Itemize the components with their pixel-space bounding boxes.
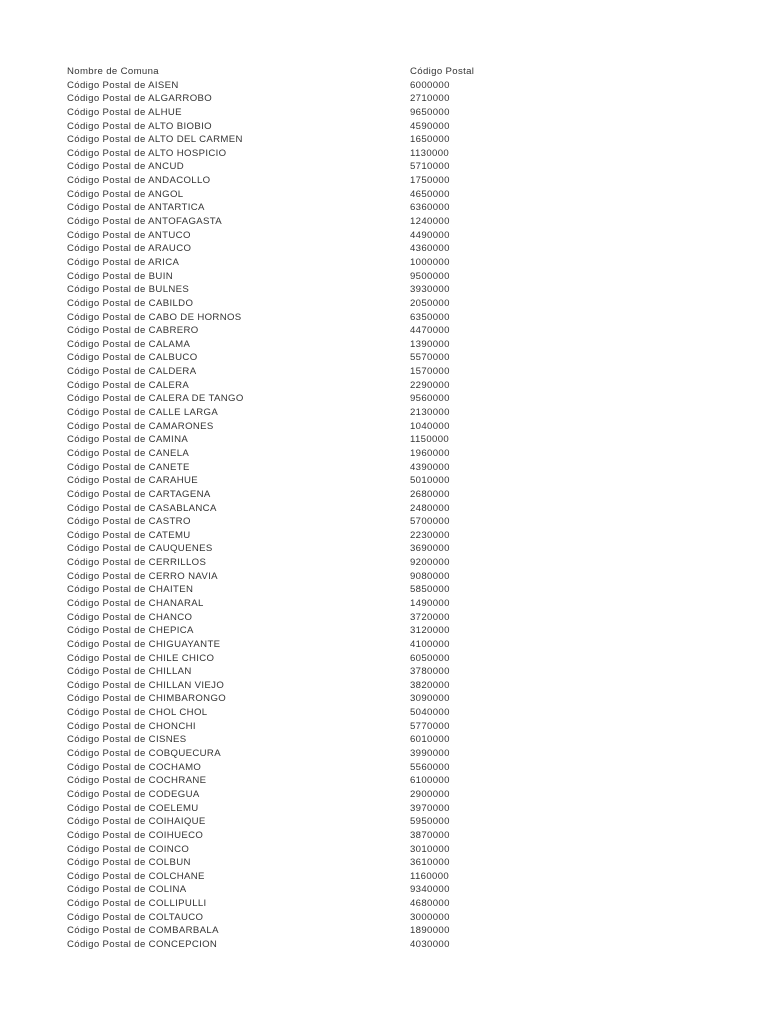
table-row bbox=[0, 747, 768, 761]
table-row bbox=[0, 883, 768, 897]
postal-code: 4680000 bbox=[410, 898, 450, 910]
postal-code: 3000000 bbox=[410, 911, 450, 923]
comuna-name: Código Postal de COLINA bbox=[67, 884, 187, 896]
table-row bbox=[0, 474, 768, 488]
postal-code: 4650000 bbox=[410, 188, 450, 200]
comuna-name: Código Postal de COLLIPULLI bbox=[67, 898, 207, 910]
postal-code: 6360000 bbox=[410, 202, 450, 214]
postal-code: 6010000 bbox=[410, 734, 450, 746]
comuna-name: Código Postal de COLBUN bbox=[67, 857, 191, 869]
table-row bbox=[0, 160, 768, 174]
comuna-name: Código Postal de CHIMBARONGO bbox=[67, 693, 227, 705]
table-row bbox=[0, 515, 768, 529]
comuna-name: Código Postal de CHILLAN bbox=[67, 666, 192, 678]
postal-code: 5570000 bbox=[410, 352, 450, 364]
table-row bbox=[0, 242, 768, 256]
table-row bbox=[0, 201, 768, 215]
table-row bbox=[0, 324, 768, 338]
postal-code: 3870000 bbox=[410, 829, 450, 841]
comuna-name: Código Postal de CABRERO bbox=[67, 325, 199, 337]
postal-code: 9080000 bbox=[410, 570, 450, 582]
comuna-name: Código Postal de CALERA DE TANGO bbox=[67, 393, 244, 405]
table-row bbox=[0, 774, 768, 788]
postal-code: 1040000 bbox=[410, 420, 450, 432]
table-row bbox=[0, 433, 768, 447]
postal-code: 1890000 bbox=[410, 925, 450, 937]
comuna-name: Código Postal de CALAMA bbox=[67, 338, 191, 350]
table-row bbox=[0, 188, 768, 202]
table-row bbox=[0, 679, 768, 693]
table-row bbox=[0, 761, 768, 775]
comuna-name: Código Postal de COLCHANE bbox=[67, 870, 205, 882]
comuna-name: Código Postal de CATEMU bbox=[67, 529, 191, 541]
postal-code: 2900000 bbox=[410, 788, 450, 800]
comuna-name: Código Postal de COCHRANE bbox=[67, 775, 207, 787]
comuna-name: Código Postal de CASABLANCA bbox=[67, 502, 217, 514]
postal-code: 4490000 bbox=[410, 229, 450, 241]
comuna-name: Código Postal de CAMARONES bbox=[67, 420, 214, 432]
comuna-name: Código Postal de CHANARAL bbox=[67, 597, 204, 609]
postal-code: 2230000 bbox=[410, 529, 450, 541]
table-row bbox=[0, 338, 768, 352]
table-row bbox=[0, 147, 768, 161]
comuna-name: Código Postal de CALLE LARGA bbox=[67, 407, 219, 419]
postal-code: 3090000 bbox=[410, 693, 450, 705]
comuna-name: Código Postal de CALDERA bbox=[67, 366, 197, 378]
postal-code: 2050000 bbox=[410, 297, 450, 309]
postal-code: 3610000 bbox=[410, 857, 450, 869]
postal-code: 9560000 bbox=[410, 393, 450, 405]
table-row bbox=[0, 447, 768, 461]
comuna-name: Código Postal de COELEMU bbox=[67, 802, 199, 814]
table-row bbox=[0, 829, 768, 843]
postal-code: 1570000 bbox=[410, 366, 450, 378]
postal-code: 1150000 bbox=[410, 434, 450, 446]
table-row bbox=[0, 692, 768, 706]
table-row bbox=[0, 815, 768, 829]
table-row bbox=[0, 392, 768, 406]
postal-code: 3930000 bbox=[410, 284, 450, 296]
postal-code: 3690000 bbox=[410, 543, 450, 555]
postal-code: 4590000 bbox=[410, 120, 450, 132]
table-row bbox=[0, 788, 768, 802]
postal-code: 6050000 bbox=[410, 652, 450, 664]
table-row bbox=[0, 502, 768, 516]
table-row bbox=[0, 420, 768, 434]
postal-code: 4100000 bbox=[410, 638, 450, 650]
table-body bbox=[0, 79, 768, 952]
table-row bbox=[0, 133, 768, 147]
postal-code: 1130000 bbox=[410, 147, 450, 159]
table-row bbox=[0, 542, 768, 556]
table-row bbox=[0, 638, 768, 652]
table-row bbox=[0, 802, 768, 816]
comuna-name: Código Postal de CALERA bbox=[67, 379, 190, 391]
comuna-name: Código Postal de CHAITEN bbox=[67, 584, 194, 596]
postal-code: 1160000 bbox=[410, 870, 450, 882]
comuna-name: Código Postal de BULNES bbox=[67, 284, 190, 296]
postal-code: 3120000 bbox=[410, 625, 450, 637]
postal-code: 6350000 bbox=[410, 311, 450, 323]
comuna-name: Código Postal de ANGOL bbox=[67, 188, 184, 200]
postal-code: 2710000 bbox=[410, 93, 450, 105]
comuna-name: Código Postal de CHEPICA bbox=[67, 625, 194, 637]
comuna-name: Código Postal de CERRO NAVIA bbox=[67, 570, 218, 582]
comuna-name: Código Postal de ALGARROBO bbox=[67, 93, 213, 105]
postal-code: 5040000 bbox=[410, 707, 450, 719]
comuna-name: Código Postal de ALTO HOSPICIO bbox=[67, 147, 227, 159]
postal-code: 1490000 bbox=[410, 597, 450, 609]
table-row bbox=[0, 652, 768, 666]
postal-code: 1240000 bbox=[410, 216, 450, 228]
postal-code: 2680000 bbox=[410, 488, 450, 500]
postal-code: 9340000 bbox=[410, 884, 450, 896]
comuna-name: Código Postal de CARAHUE bbox=[67, 475, 199, 487]
comuna-name: Código Postal de COIHAIQUE bbox=[67, 816, 206, 828]
table-row bbox=[0, 297, 768, 311]
comuna-name: Código Postal de COIHUECO bbox=[67, 829, 204, 841]
table-row bbox=[0, 120, 768, 134]
table-row bbox=[0, 597, 768, 611]
comuna-name: Código Postal de COMBARBALA bbox=[67, 925, 219, 937]
comuna-name: Código Postal de ANDACOLLO bbox=[67, 175, 211, 187]
comuna-name: Código Postal de CONCEPCION bbox=[67, 939, 218, 950]
column-header-code: Código Postal bbox=[410, 66, 475, 77]
postal-code: 9650000 bbox=[410, 106, 450, 118]
table-row bbox=[0, 924, 768, 938]
comuna-name: Código Postal de CARTAGENA bbox=[67, 488, 211, 500]
table-row bbox=[0, 215, 768, 229]
comuna-name: Código Postal de ARICA bbox=[67, 256, 180, 268]
column-header-name: Nombre de Comuna bbox=[67, 66, 159, 77]
postal-code: 2290000 bbox=[410, 379, 450, 391]
comuna-name: Código Postal de COLTAUCO bbox=[67, 911, 204, 923]
comuna-name: Código Postal de CHANCO bbox=[67, 611, 193, 623]
table-header bbox=[0, 65, 768, 79]
comuna-name: Código Postal de CANELA bbox=[67, 447, 190, 459]
table-row bbox=[0, 843, 768, 857]
table-row bbox=[0, 570, 768, 584]
postal-code: 5710000 bbox=[410, 161, 450, 173]
postal-code: 1650000 bbox=[410, 134, 450, 146]
comuna-name: Código Postal de COBQUECURA bbox=[67, 748, 221, 760]
postal-code: 6000000 bbox=[410, 79, 450, 91]
postal-code: 2130000 bbox=[410, 407, 450, 419]
postal-code: 3780000 bbox=[410, 666, 450, 678]
table-row bbox=[0, 706, 768, 720]
comuna-name: Código Postal de CANETE bbox=[67, 461, 190, 473]
postal-code: 3010000 bbox=[410, 843, 450, 855]
table-row bbox=[0, 870, 768, 884]
comuna-name: Código Postal de CHIGUAYANTE bbox=[67, 638, 221, 650]
table-row bbox=[0, 92, 768, 106]
comuna-name: Código Postal de ANCUD bbox=[67, 161, 185, 173]
postal-code: 6100000 bbox=[410, 775, 450, 787]
postal-code: 5700000 bbox=[410, 516, 450, 528]
table-row bbox=[0, 365, 768, 379]
table-row bbox=[0, 624, 768, 638]
table-row bbox=[0, 556, 768, 570]
comuna-name: Código Postal de CABILDO bbox=[67, 297, 194, 309]
table-row bbox=[0, 461, 768, 475]
table-row bbox=[0, 270, 768, 284]
postal-code: 3720000 bbox=[410, 611, 450, 623]
comuna-name: Código Postal de CASTRO bbox=[67, 516, 191, 528]
table-row bbox=[0, 106, 768, 120]
comuna-name: Código Postal de AISEN bbox=[67, 79, 179, 91]
postal-code: 3820000 bbox=[410, 679, 450, 691]
comuna-name: Código Postal de CHILLAN VIEJO bbox=[67, 679, 225, 691]
comuna-name: Código Postal de CHOL CHOL bbox=[67, 707, 208, 719]
postal-code: 1960000 bbox=[410, 447, 450, 459]
table-row bbox=[0, 938, 768, 952]
comuna-name: Código Postal de CAMINA bbox=[67, 434, 189, 446]
comuna-name: Código Postal de CAUQUENES bbox=[67, 543, 213, 555]
comuna-name: Código Postal de ALTO DEL CARMEN bbox=[67, 134, 243, 146]
table-row bbox=[0, 311, 768, 325]
comuna-name: Código Postal de ALHUE bbox=[67, 106, 182, 118]
postal-code: 5850000 bbox=[410, 584, 450, 596]
table-row bbox=[0, 856, 768, 870]
comuna-name: Código Postal de ARAUCO bbox=[67, 243, 192, 255]
comuna-name: Código Postal de COCHAMO bbox=[67, 761, 202, 773]
comuna-name: Código Postal de CABO DE HORNOS bbox=[67, 311, 242, 323]
table-row bbox=[0, 733, 768, 747]
table-row bbox=[0, 665, 768, 679]
comuna-name: Código Postal de CODEGUA bbox=[67, 788, 200, 800]
postal-code: 3990000 bbox=[410, 748, 450, 760]
comuna-name: Código Postal de ANTOFAGASTA bbox=[67, 216, 223, 228]
table-row bbox=[0, 611, 768, 625]
table-row bbox=[0, 283, 768, 297]
postal-code-table bbox=[0, 65, 768, 952]
comuna-name: Código Postal de CISNES bbox=[67, 734, 187, 746]
postal-code: 9500000 bbox=[410, 270, 450, 282]
postal-code: 9200000 bbox=[410, 557, 450, 569]
postal-code: 4030000 bbox=[410, 939, 450, 950]
table-row bbox=[0, 256, 768, 270]
comuna-name: Código Postal de CERRILLOS bbox=[67, 557, 207, 569]
postal-code: 1390000 bbox=[410, 338, 450, 350]
postal-code: 4470000 bbox=[410, 325, 450, 337]
table-row bbox=[0, 897, 768, 911]
table-row bbox=[0, 351, 768, 365]
table-row bbox=[0, 911, 768, 925]
table-row bbox=[0, 406, 768, 420]
comuna-name: Código Postal de ANTARTICA bbox=[67, 202, 205, 214]
table-row bbox=[0, 174, 768, 188]
table-row bbox=[0, 488, 768, 502]
postal-code: 1750000 bbox=[410, 175, 450, 187]
postal-code: 5770000 bbox=[410, 720, 450, 732]
postal-code: 4390000 bbox=[410, 461, 450, 473]
postal-code: 3970000 bbox=[410, 802, 450, 814]
comuna-name: Código Postal de CALBUCO bbox=[67, 352, 198, 364]
comuna-name: Código Postal de COINCO bbox=[67, 843, 190, 855]
comuna-name: Código Postal de ANTUCO bbox=[67, 229, 191, 241]
table-row bbox=[0, 79, 768, 93]
postal-code: 5560000 bbox=[410, 761, 450, 773]
table-row bbox=[0, 529, 768, 543]
postal-code: 5950000 bbox=[410, 816, 450, 828]
postal-code: 4360000 bbox=[410, 243, 450, 255]
comuna-name: Código Postal de ALTO BIOBIO bbox=[67, 120, 212, 132]
table-row bbox=[0, 583, 768, 597]
comuna-name: Código Postal de CHILE CHICO bbox=[67, 652, 215, 664]
table-row bbox=[0, 720, 768, 734]
postal-code: 1000000 bbox=[410, 256, 450, 268]
comuna-name: Código Postal de BUIN bbox=[67, 270, 174, 282]
table-row bbox=[0, 229, 768, 243]
table-row bbox=[0, 379, 768, 393]
postal-code: 2480000 bbox=[410, 502, 450, 514]
comuna-name: Código Postal de CHONCHI bbox=[67, 720, 196, 732]
postal-code: 5010000 bbox=[410, 475, 450, 487]
